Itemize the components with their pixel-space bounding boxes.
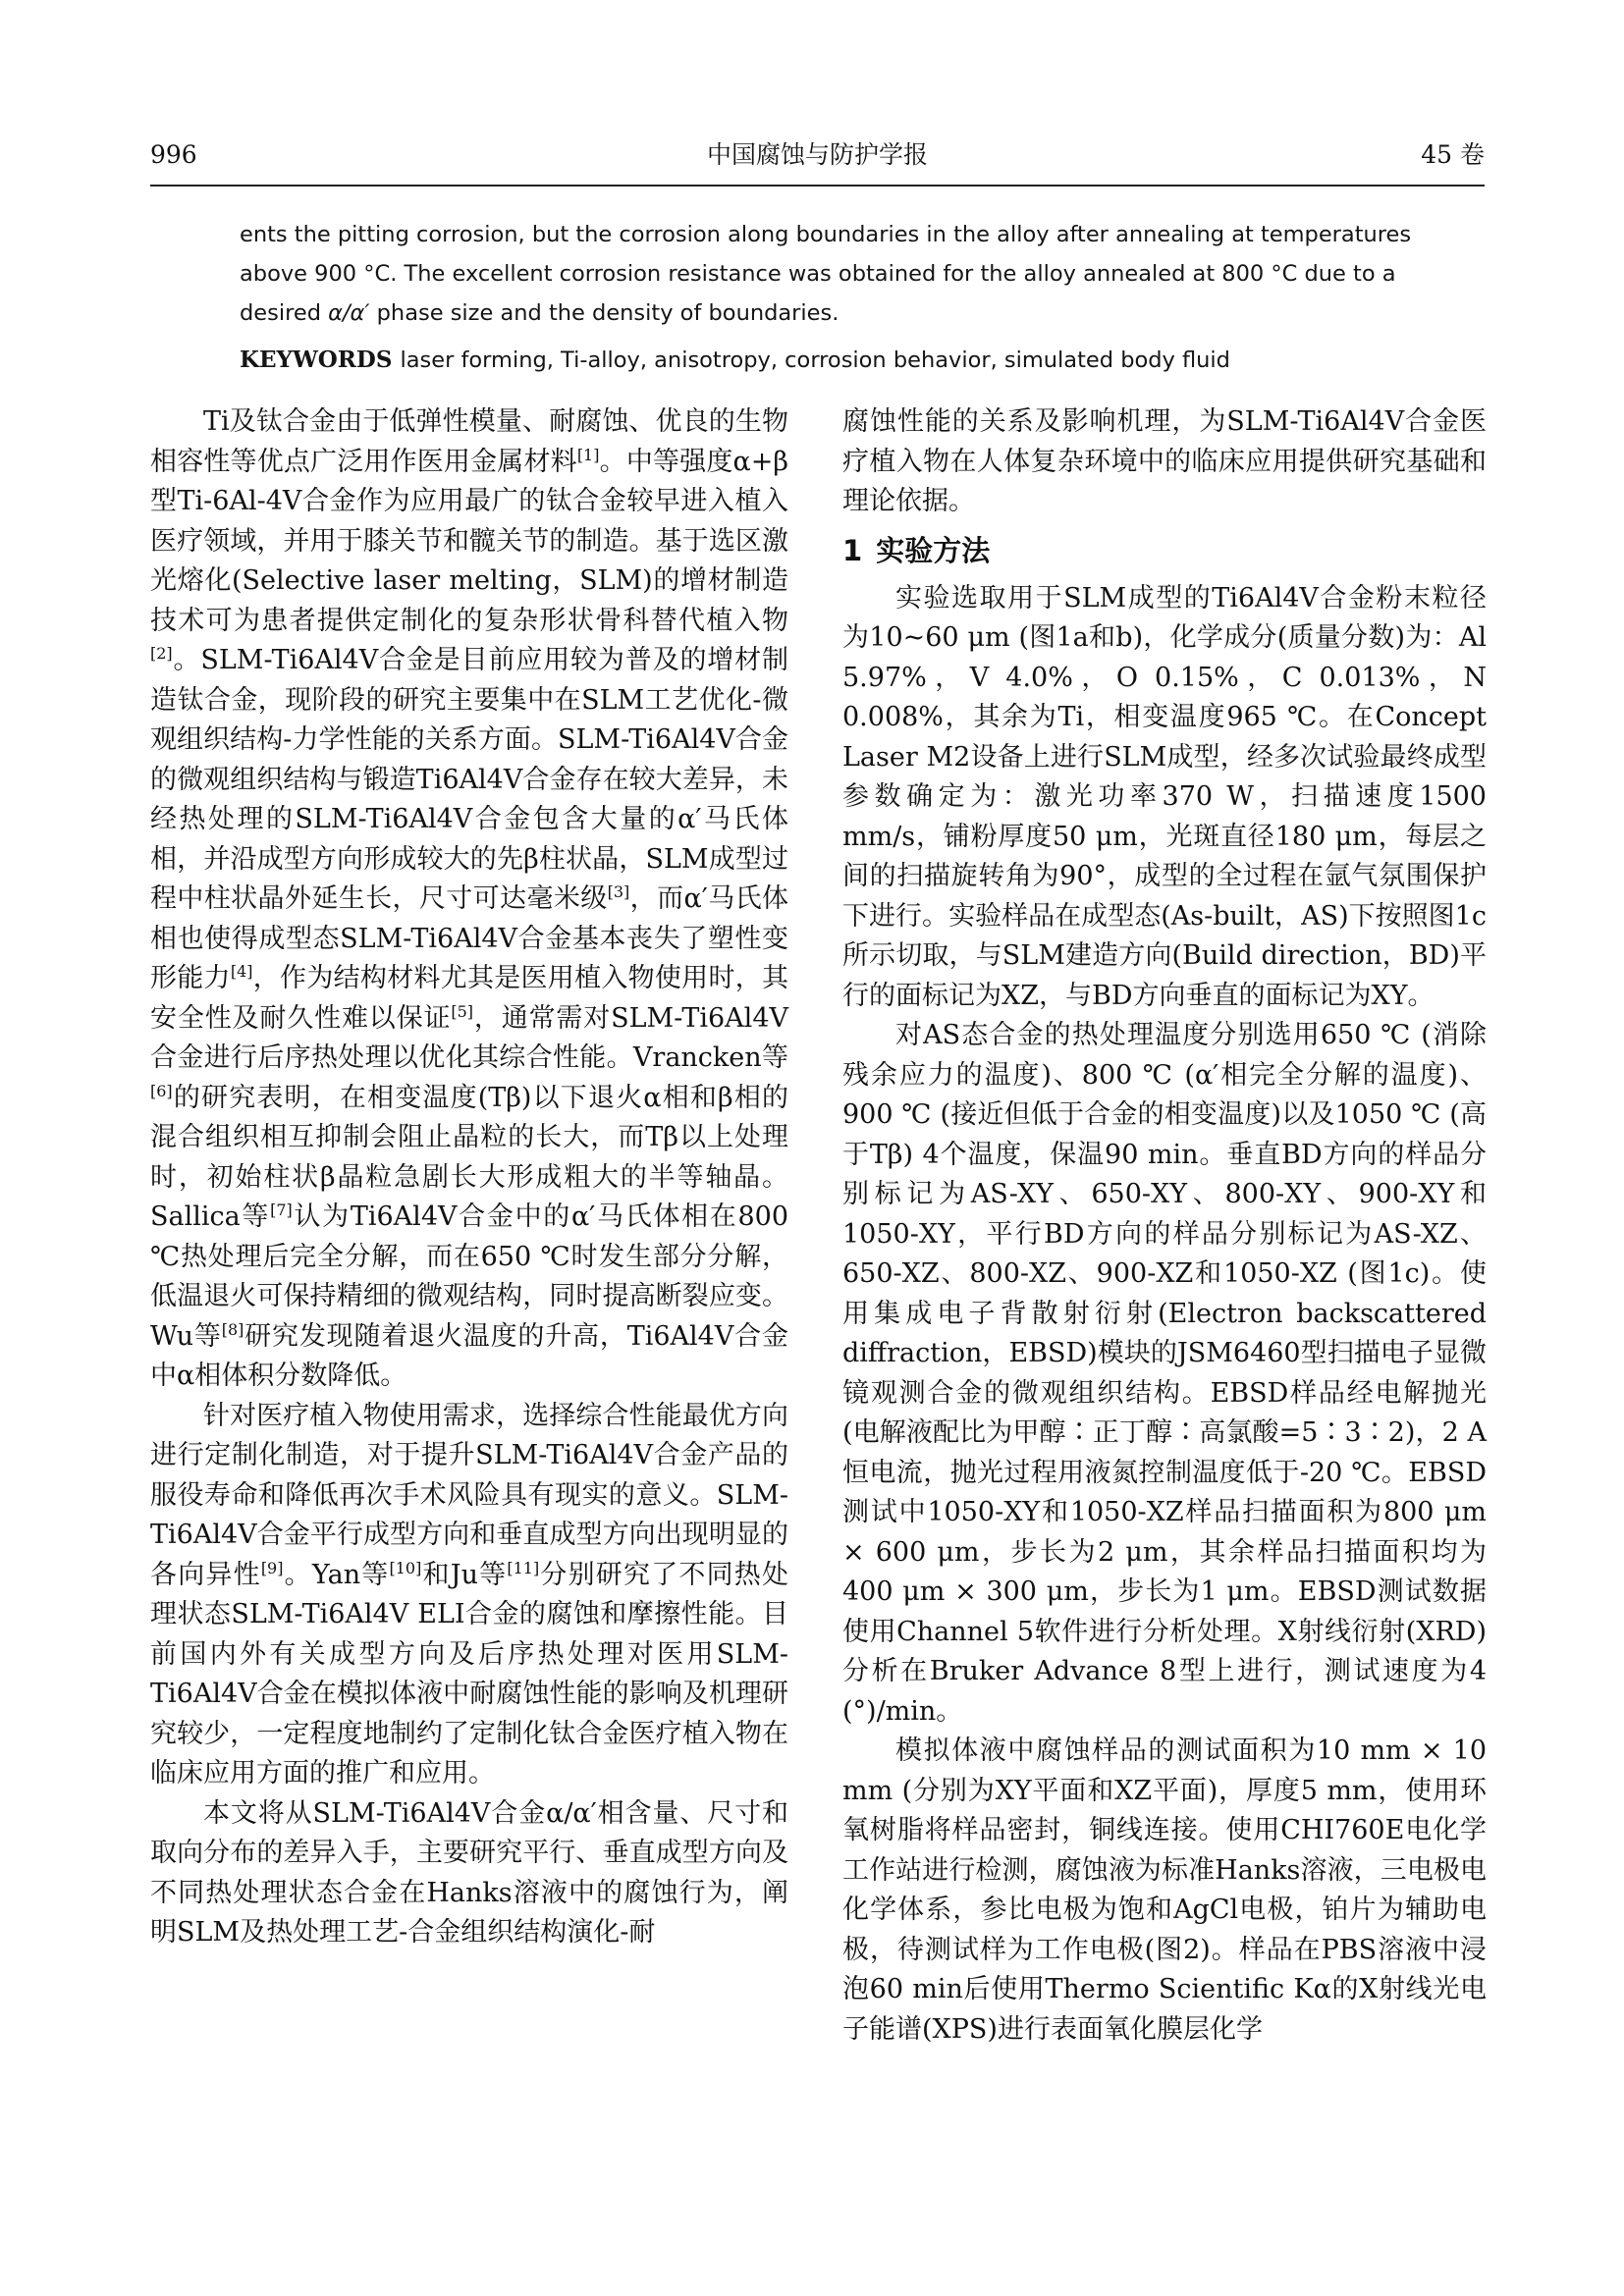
- body-paragraph: 模拟体液中腐蚀样品的测试面积为10 mm × 10 mm (分别为XY平面和XZ平面)，厚度5 mm，使用环氧树脂将样品密封，铜线连接。使用CHI760E电化学工作站进行检测，腐蚀液为标准Hanks溶液，三电极电化学体系，参比电极为饱和AgCl电极，铂片为辅助电极，待测试样为工作电极(图2)。样品在PBS溶液中浸泡60 min后使用Thermo Scientific Kα的X射线光电子能谱(XPS)进行表面氧化膜层化学: [842, 1735, 1487, 2045]
- keywords-text: laser forming, Ti-alloy, anisotropy, corrosion behavior, simulated body fluid: [400, 347, 1230, 373]
- body-paragraph: [150, 1397, 788, 1794]
- citation: [10]: [389, 1558, 422, 1577]
- english-abstract: [240, 215, 1418, 380]
- body-paragraph: [150, 402, 788, 1397]
- body-paragraph: 腐蚀性能的关系及影响机理，为SLM-Ti6Al4V合金医疗植入物在人体复杂环境中的临床应用提供研究基础和理论依据。: [842, 406, 1487, 516]
- body-column-left: [150, 402, 788, 1953]
- citation: [11]: [507, 1558, 540, 1577]
- citation: [7]: [270, 1201, 293, 1219]
- text-run: Ti及钛合金由于低弹性模量、耐腐蚀、优良的生物相容性等优点广泛用作医用金属材料: [150, 406, 788, 477]
- abstract-line: [240, 294, 1418, 333]
- text-run: 研究发现随着退火温度的升高，Ti6Al4V合金中α相体积分数降低。: [150, 1320, 789, 1391]
- citation: [1]: [576, 445, 600, 464]
- page-number: 996: [150, 140, 197, 169]
- keywords-label: KEYWORDS: [240, 347, 393, 373]
- section-number: 1: [842, 533, 863, 567]
- text-run: ，作为结构材料尤其是医用植入物使用时，其安全性及耐久性难以保证: [150, 963, 789, 1034]
- citation: [6]: [150, 1081, 173, 1100]
- running-header: [150, 135, 1485, 175]
- body-paragraph: 实验选取用于SLM成型的Ti6Al4V合金粉末粒径为10~60 μm (图1a和b)，化学成分(质量分数)为：Al 5.97%，V 4.0%，O 0.15%，C 0.013%，N 0.008%，其余为Ti，相变温度965 ℃。在Concept Laser M2设备上进行SLM成型，经多次试验最终成型参数确定为：激光功率370 W，扫描速度1500 mm/s，铺粉厚度50 μm，光斑直径180 μm，每层之间的扫描旋转角为90°，成型的全过程在氩气氛围保护下进行。实验样品在成型态(As-built，AS)下按照图1c所示切取，与SLM建造方向(Build direction，BD)平行的面标记为XZ，与BD方向垂直的面标记为XY。: [842, 582, 1487, 1011]
- text-run: 认为Ti6Al4V合金中的α′马氏体相在800 ℃热处理后完全分解，而在650 ℃时发生部分分解，低温退火可保持精细的微观结构，同时提高断裂应变。Wu等: [150, 1201, 789, 1352]
- text-run: 。SLM-Ti6Al4V合金是目前应用较为普及的增材制造钛合金，现阶段的研究主要集中在SLM工艺优化-微观组织结构-力学性能的关系方面。SLM-Ti6Al4V合金的微观组织结构与锻造Ti6Al4V合金存在较大差异，未经热处理的SLM-Ti6Al4V合金包含大量的α′马氏体相，并沿成型方向形成较大的先β柱状晶，SLM成型过程中柱状晶外延生长，尺寸可达毫米级: [150, 645, 788, 914]
- body-paragraph: 本文将从SLM-Ti6Al4V合金α/α′相含量、尺寸和取向分布的差异入手，主要研究平行、垂直成型方向及不同热处理状态合金在Hanks溶液中的腐蚀行为，阐明SLM及热处理工艺-合金组织结构演化-耐: [150, 1797, 788, 1948]
- body-column-right: [842, 402, 1487, 2050]
- text-run: 。中等强度α+β型Ti-6Al-4V合金作为应用最广的钛合金较早进入植入医疗领域，并用于膝关节和髋关节的制造。基于选区激光熔化(Selective laser melting，SLM)的增材制造技术可为患者提供定制化的复杂形状骨科替代植入物: [150, 446, 789, 636]
- volume-label: 45 卷: [1421, 140, 1485, 169]
- text-run: ，而α′马氏体相也使得成型态SLM-Ti6Al4V合金基本丧失了塑性变形能力: [150, 883, 788, 993]
- citation: [5]: [451, 1001, 474, 1021]
- citation: [9]: [260, 1558, 284, 1577]
- section-heading: [842, 529, 1487, 572]
- abstract-text: phase size and the density of boundaries.: [369, 300, 839, 326]
- journal-title: 中国腐蚀与防护学报: [706, 140, 928, 169]
- section-title: 实验方法: [876, 533, 991, 567]
- phase-symbol: α/α′: [328, 300, 370, 326]
- text-run: 分别研究了不同热处理状态SLM-Ti6Al4V ELI合金的腐蚀和摩擦性能。目前国内外有关成型方向及后序热处理对医用SLM-Ti6Al4V合金在模拟体液中耐腐蚀性能的影响及机理研究较少，一定程度地制约了定制化钛合金医疗植入物在临床应用方面的推广和应用。: [150, 1559, 789, 1789]
- body-paragraph: 对AS态合金的热处理温度分别选用650 ℃ (消除残余应力的温度)、800 ℃ (α′相完全分解的温度)、900 ℃ (接近但低于合金的相变温度)以及1050 ℃ (高于Tβ) 4个温度，保温90 min。垂直BD方向的样品分别标记为AS-XY、650-XY、800-XY、900-XY和1050-XY，平行BD方向的样品分别标记为AS-XZ、650-XZ、800-XZ、900-XZ和1050-XZ (图1c)。使用集成电子背散射衍射(Electron backscattered diffraction，EBSD)模块的JSM6460型扫描电子显微镜观测合金的微观组织结构。EBSD样品经电解抛光(电解液配比为甲醇∶正丁醇∶高氯酸=5∶3∶2)，2 A恒电流，抛光过程用液氮控制温度低于-20 ℃。EBSD测试中1050-XY和1050-XZ样品扫描面积为800 μm × 600 μm，步长为2 μm，其余样品扫描面积均为400 μm × 300 μm，步长为1 μm。EBSD测试数据使用Channel 5软件进行分析处理。X射线衍射(XRD)分析在Bruker Advance 8型上进行，测试速度为4 (°)/min。: [842, 1020, 1487, 1727]
- citation: [8]: [221, 1319, 244, 1339]
- abstract-text: desired: [240, 300, 329, 326]
- abstract-line: ents the pitting corrosion, but the corrosion along boundaries in the alloy after annealing at temperatures: [240, 222, 1412, 247]
- citation: [2]: [150, 644, 173, 663]
- text-run: 针对医疗植入物使用需求，选择综合性能最优方向进行定制化制造，对于提升SLM-Ti6Al4V合金产品的服役寿命和降低再次手术风险具有现实的意义。SLM-Ti6Al4V合金平行成型方向和垂直成型方向出现明显的各向异性: [150, 1400, 788, 1590]
- text-run: ，通常需对SLM-Ti6Al4V合金进行后序热处理以优化其综合性能。Vrancken等: [150, 1002, 788, 1073]
- abstract-line: above 900 °C. The excellent corrosion resistance was obtained for the alloy annealed at 800 °C due to a: [240, 261, 1396, 287]
- citation: [3]: [607, 882, 630, 901]
- text-run: 。Yan等: [283, 1559, 390, 1590]
- keywords: [240, 341, 1418, 380]
- text-run: 和Ju等: [421, 1559, 508, 1590]
- citation: [4]: [230, 962, 253, 981]
- header-divider: [150, 185, 1485, 187]
- text-run: 的研究表明，在相变温度(Tβ)以下退火α相和β相的混合组织相互抑制会阻止晶粒的长大，而Tβ以上处理时，初始柱状β晶粒急剧长大形成粗大的半等轴晶。Sallica等: [150, 1082, 788, 1232]
